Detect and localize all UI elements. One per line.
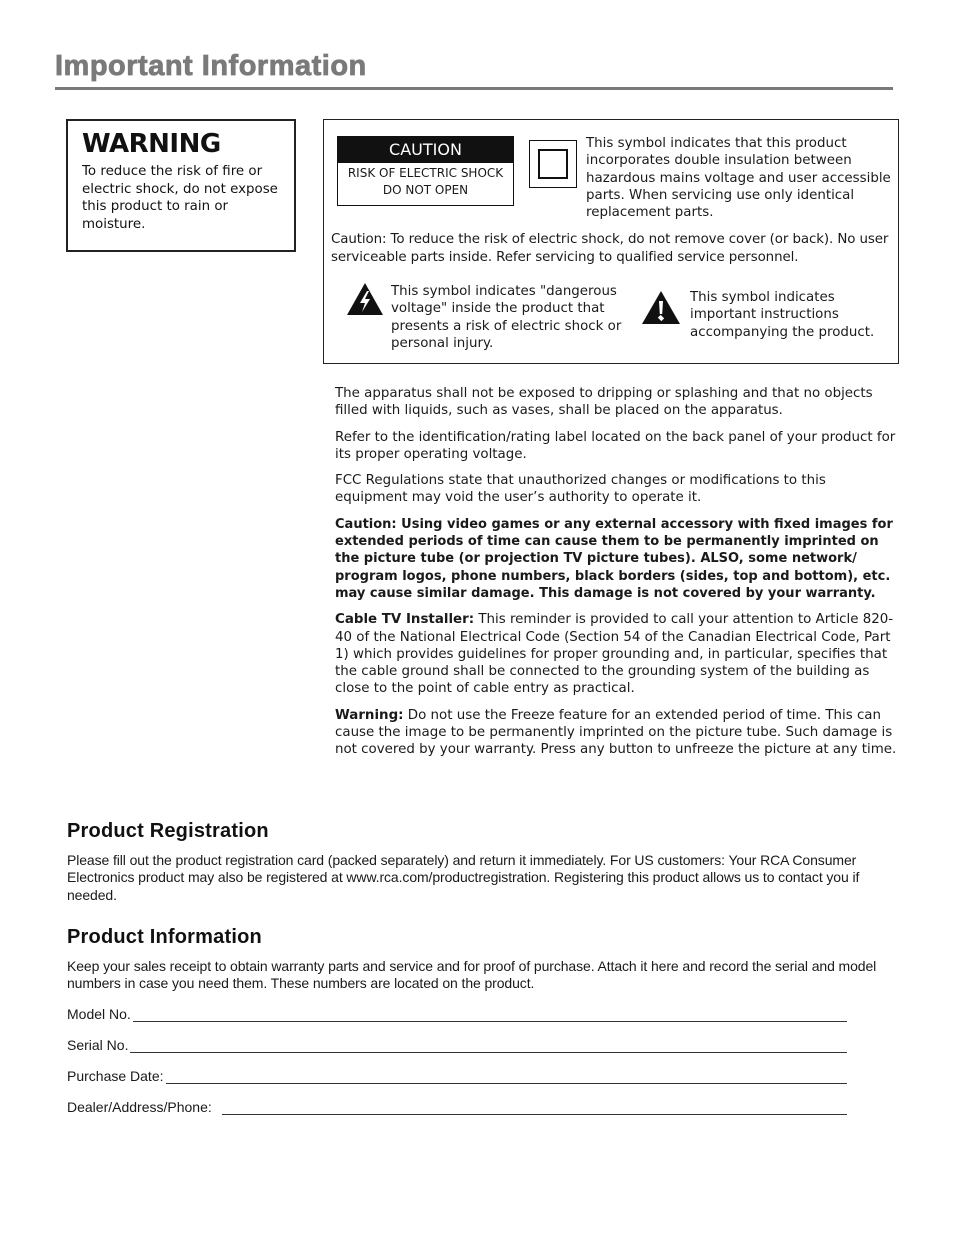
- dripping-notice: The apparatus shall not be exposed to dripping or splashing and that no objects filled with liquids, such as vases, shall be placed on the apparatus.: [335, 386, 873, 419]
- freeze-warning: [335, 707, 900, 759]
- freeze-warning-text: Do not use the Freeze feature for an extended period of time. This can cause the image to be permanently imprinted on the picture tube. Such damage is not covered by your warranty. Press any button to unfreeze the picture at any time.: [335, 707, 897, 758]
- model-number-line[interactable]: [133, 1008, 847, 1022]
- caution-text: Caution: To reduce the risk of electric shock, do not remove cover (or back). No user serviceable parts inside. Refer servicing to qualified service personnel.: [331, 232, 889, 265]
- double-insulation-text: This symbol indicates that this product incorporates double insulation between hazardous mains voltage and user accessible parts. When servicing use only identical replacement parts.: [586, 136, 891, 221]
- purchase-date-line[interactable]: [166, 1070, 848, 1084]
- freeze-warning-label: Warning:: [335, 707, 404, 723]
- caution-label: [337, 136, 514, 206]
- cable-installer-text: This reminder is provided to call your attention to Article 820-40 of the National Electrical Code (Section 54 of the Canadian Electrical Code, Part 1) which provides guidelines for proper grounding and, in particular, specifies that the cable ground shall be connected to the grounding system of the building as close to the point of cable entry as practical.: [335, 612, 894, 697]
- caution-panel: [323, 119, 899, 364]
- purchase-date-field[interactable]: [67, 1068, 847, 1084]
- dealer-line[interactable]: [222, 1101, 847, 1115]
- safety-notices: [335, 385, 900, 768]
- fcc-notice: FCC Regulations state that unauthorized changes or modifications to this equipment may void the user’s authority to operate it.: [335, 473, 826, 506]
- voltage-symbol-text: This symbol indicates "dangerous voltage" inside the product that presents a risk of electric shock or personal injury.: [391, 284, 622, 351]
- cable-installer-label: Cable TV Installer:: [335, 612, 475, 628]
- serial-number-label: Serial No.: [67, 1037, 129, 1053]
- model-number-label: Model No.: [67, 1006, 131, 1022]
- product-registration-heading: Product Registration: [67, 820, 269, 842]
- video-games-caution: Caution: Using video games or any external accessory with fixed images for extended periods of time can cause them to be permanently imprinted on the picture tube (or projection TV picture tubes). ALSO, some network/ program logos, phone numbers, black borders (sides, top and bottom), etc. may cause similar damage. This damage is not covered by your warranty.: [335, 516, 893, 601]
- instructions-symbol-text: This symbol indicates important instructions accompanying the product.: [690, 290, 875, 340]
- page-title: Important Information: [55, 50, 367, 82]
- lightning-warning-icon: [346, 282, 384, 316]
- serial-number-field[interactable]: [67, 1037, 847, 1053]
- serial-number-line[interactable]: [130, 1039, 847, 1053]
- rating-label-notice: Refer to the identification/rating label located on the back panel of your product for its proper operating voltage.: [335, 429, 896, 462]
- cable-installer-notice: [335, 611, 900, 697]
- caution-label-line1: RISK OF ELECTRIC SHOCK: [347, 166, 504, 180]
- product-information-heading: Product Information: [67, 926, 262, 948]
- product-information-text: Keep your sales receipt to obtain warranty parts and service and for proof of purchase. Attach it here and record the serial and model numbers in case you need them. These numbers are located on the product.: [67, 958, 877, 992]
- warning-text: To reduce the risk of fire or electric shock, do not expose this product to rain or moisture.: [82, 164, 278, 232]
- warning-box: [66, 119, 296, 252]
- dealer-field[interactable]: [67, 1099, 847, 1115]
- product-registration-text: Please fill out the product registration card (packed separately) and return it immediately. For US customers: Your RCA Consumer Electronics product may also be registered at www.rca.com/productregistration. Registering this product allows us to contact you if needed.: [67, 852, 860, 903]
- exclamation-warning-icon: [641, 290, 681, 325]
- dealer-label: Dealer/Address/Phone:: [67, 1099, 212, 1115]
- model-number-field[interactable]: [67, 1006, 847, 1022]
- caution-label-heading: CAUTION: [338, 137, 513, 163]
- title-divider: [55, 87, 893, 90]
- caution-label-body: [338, 163, 513, 199]
- caution-label-line2: DO NOT OPEN: [382, 183, 469, 197]
- double-insulation-icon: [529, 140, 577, 188]
- warning-heading: WARNING: [82, 129, 221, 159]
- purchase-date-label: Purchase Date:: [67, 1068, 164, 1084]
